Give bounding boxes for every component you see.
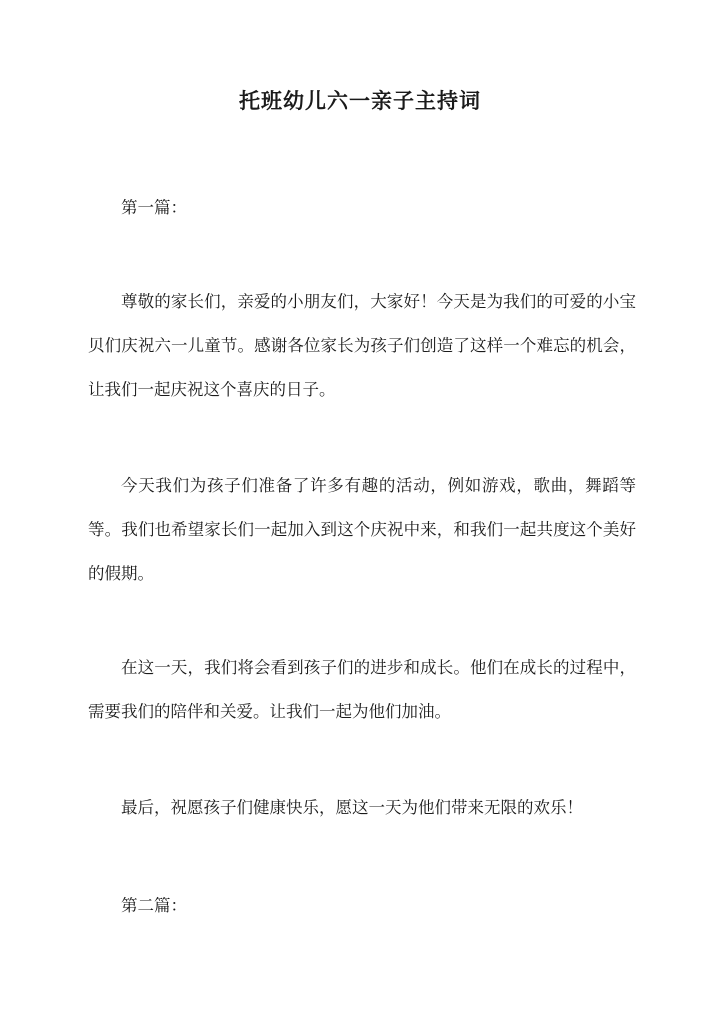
paragraph-3: 在这一天，我们将会看到孩子们的进步和成长。他们在成长的过程中，需要我们的陪伴和关爱。让我们一起为他们加油。 (88, 658, 636, 721)
section-heading-2: 第二篇： (121, 896, 187, 915)
paragraph-4: 最后，祝愿孩子们健康快乐，愿这一天为他们带来无限的欢乐！ (121, 798, 583, 817)
paragraph-1: 尊敬的家长们，亲爱的小朋友们，大家好！今天是为我们的可爱的小宝贝们庆祝六一儿童节。感谢各位家长为孩子们创造了这样一个难忘的机会，让我们一起庆祝这个喜庆的日子。 (88, 292, 636, 399)
paragraph-2: 今天我们为孩子们准备了许多有趣的活动，例如游戏，歌曲，舞蹈等等。我们也希望家长们一起加入到这个庆祝中来，和我们一起共度这个美好的假期。 (88, 476, 636, 583)
section-heading-1: 第一篇： (121, 198, 187, 217)
document-title: 托班幼儿六一亲子主持词 (239, 88, 481, 113)
